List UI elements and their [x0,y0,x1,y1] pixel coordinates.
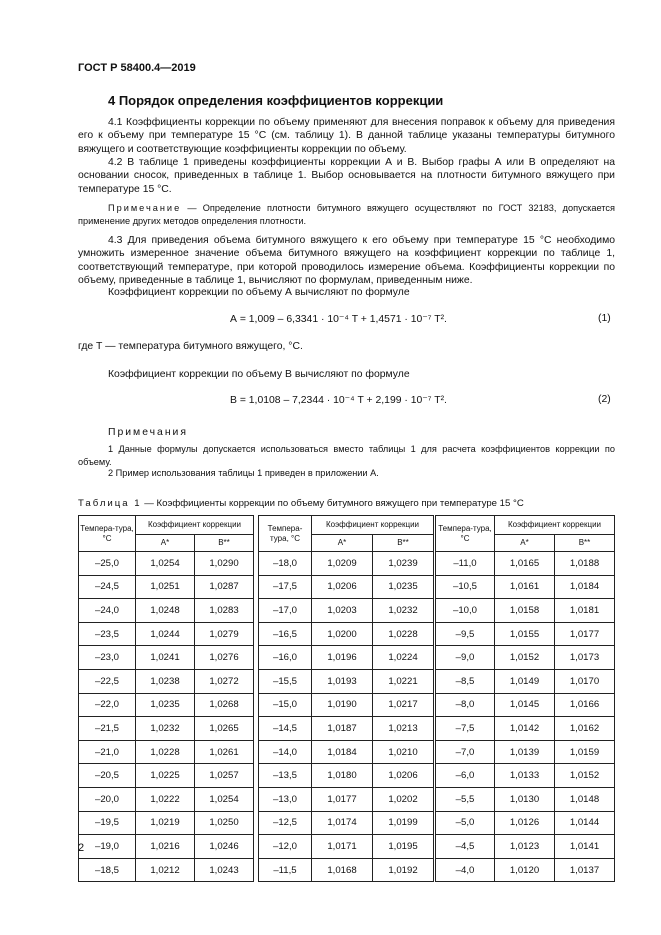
coef-a-intro: Коэффициент коррекции по объему А вычисляют по формуле [108,287,410,298]
temperature-cell: –15,0 [259,693,312,717]
coef-b-cell: 1,0265 [195,717,254,741]
coef-a-cell: 1,0130 [495,787,555,811]
coef-a-cell: 1,0180 [312,764,373,788]
coef-b-cell: 1,0162 [555,717,615,741]
table-row [259,669,434,693]
temperature-cell: –10,5 [436,575,495,599]
coef-a-cell: 1,0133 [495,764,555,788]
table-row [436,717,615,741]
col-header-b: В** [373,535,434,552]
temperature-cell: –11,0 [436,552,495,576]
table-row [79,835,254,859]
note-label: Примечание [108,203,182,213]
coef-b-cell: 1,0239 [373,552,434,576]
col-header-coefficient: Коэффициент коррекции [495,516,615,535]
coef-b-cell: 1,0159 [555,740,615,764]
coef-b-cell: 1,0152 [555,764,615,788]
table-row [436,622,615,646]
coef-a-cell: 1,0174 [312,811,373,835]
table-row [436,646,615,670]
coef-a-cell: 1,0244 [136,622,195,646]
temperature-cell: –11,5 [259,858,312,882]
table-row [79,575,254,599]
col-header-coefficient: Коэффициент коррекции [136,516,254,535]
note-1 [78,443,615,468]
note-text: 2 Пример использования таблицы 1 приведен в приложении А. [108,468,379,478]
temperature-cell: –18,0 [259,552,312,576]
coef-a-cell: 1,0187 [312,717,373,741]
coef-a-cell: 1,0241 [136,646,195,670]
paragraph-text: 4.2 В таблице 1 приведены коэффициенты коррекции А и В. Выбор графы А или В определяют на основании сносок, приведенных в таблице 1. Выбор основывается на плотности битумного вяжущего при температуре 15 °С. [78,157,615,195]
section-title: 4 Порядок определения коэффициентов коррекции [108,93,444,108]
coef-b-intro: Коэффициент коррекции по объему В вычисляют по формуле [108,369,410,380]
coef-a-cell: 1,0238 [136,669,195,693]
coef-a-cell: 1,0120 [495,858,555,882]
table-row [436,575,615,599]
coef-a-cell: 1,0193 [312,669,373,693]
coef-a-cell: 1,0168 [312,858,373,882]
table-row [79,811,254,835]
coef-b-cell: 1,0228 [373,622,434,646]
table-row [259,646,434,670]
coef-a-cell: 1,0142 [495,717,555,741]
table-block-1 [78,515,254,882]
paragraph-4-2 [78,156,615,196]
coef-a-cell: 1,0206 [312,575,373,599]
coef-b-cell: 1,0166 [555,693,615,717]
coef-a-cell: 1,0222 [136,787,195,811]
document-id: ГОСТ Р 58400.4—2019 [78,62,196,74]
table-block-2 [258,515,434,882]
temperature-cell: –20,5 [79,764,136,788]
table-block-3 [435,515,615,882]
table-row [436,835,615,859]
coef-a-cell: 1,0149 [495,669,555,693]
coef-b-cell: 1,0188 [555,552,615,576]
table-row [79,764,254,788]
formula-a-number: (1) [598,313,611,324]
temperature-cell: –12,0 [259,835,312,859]
coef-b-cell: 1,0235 [373,575,434,599]
coef-a-cell: 1,0145 [495,693,555,717]
coef-a-cell: 1,0212 [136,858,195,882]
table-row [436,669,615,693]
coef-b-cell: 1,0276 [195,646,254,670]
coef-b-cell: 1,0290 [195,552,254,576]
table-row [259,622,434,646]
paragraph-text: 4.3 Для приведения объема битумного вяжущего к его объему при температуре 15 °С необходимо умножить измеренное значение объема битумного вяжущего на коэффициент коррекции по таблице 1, соответствующий температуре, при которой проводилось измерение объема. Коэффициенты коррекции по объему, приведенные в таблице 1, вычисляют по формулам, приведенным ниже. [78,235,615,286]
coef-b-cell: 1,0202 [373,787,434,811]
table-row [79,740,254,764]
coef-b-cell: 1,0279 [195,622,254,646]
coef-a-cell: 1,0152 [495,646,555,670]
coef-b-cell: 1,0170 [555,669,615,693]
col-header-temperature: Темпера-тура, °С [79,516,136,552]
coef-b-cell: 1,0217 [373,693,434,717]
col-header-b: В** [555,535,615,552]
note-text: — Определение плотности битумного вяжущего осуществляют по ГОСТ 32183, допускается применение других методов определения плотности. [78,203,615,226]
coef-b-cell: 1,0232 [373,599,434,623]
table-row [259,740,434,764]
table-row [259,599,434,623]
table-caption-text: — Коэффициенты коррекции по объему битумного вяжущего при температуре 15 °С [141,498,524,509]
table-row [79,858,254,882]
coef-a-cell: 1,0228 [136,740,195,764]
coef-a-cell: 1,0184 [312,740,373,764]
temperature-cell: –5,0 [436,811,495,835]
temperature-cell: –21,0 [79,740,136,764]
coef-b-cell: 1,0210 [373,740,434,764]
table-row [259,717,434,741]
temperature-cell: –5,5 [436,787,495,811]
coef-b-cell: 1,0206 [373,764,434,788]
col-header-b: В** [195,535,254,552]
temperature-cell: –22,0 [79,693,136,717]
coef-a-cell: 1,0161 [495,575,555,599]
table-row [79,552,254,576]
temperature-cell: –9,0 [436,646,495,670]
temperature-cell: –7,5 [436,717,495,741]
temperature-cell: –8,0 [436,693,495,717]
page-number: 2 [78,842,85,854]
coef-a-cell: 1,0123 [495,835,555,859]
table-row [436,552,615,576]
col-header-temperature: Темпера-тура, °С [436,516,495,552]
coef-a-cell: 1,0139 [495,740,555,764]
coef-a-cell: 1,0251 [136,575,195,599]
paragraph-text: 4.1 Коэффициенты коррекции по объему применяют для внесения поправок к объему для приведения его к объему при температуре 15 °С (см. таблицу 1). В данной таблице указаны температуры битумного вяжущего и соответствующие коэффициенты коррекции по объему. [78,117,615,155]
coef-b-cell: 1,0257 [195,764,254,788]
coef-b-cell: 1,0148 [555,787,615,811]
coef-b-cell: 1,0261 [195,740,254,764]
coef-b-cell: 1,0192 [373,858,434,882]
temperature-cell: –24,5 [79,575,136,599]
coef-a-cell: 1,0216 [136,835,195,859]
table-row [79,599,254,623]
coef-b-cell: 1,0184 [555,575,615,599]
table-row [79,693,254,717]
formula-b-number: (2) [598,394,611,405]
coef-b-cell: 1,0173 [555,646,615,670]
coef-a-cell: 1,0225 [136,764,195,788]
coef-b-cell: 1,0213 [373,717,434,741]
coef-b-cell: 1,0283 [195,599,254,623]
coef-b-cell: 1,0137 [555,858,615,882]
table-row [259,858,434,882]
coef-a-cell: 1,0155 [495,622,555,646]
table-row [79,646,254,670]
temperature-cell: –17,5 [259,575,312,599]
coef-a-cell: 1,0177 [312,787,373,811]
table-row [436,693,615,717]
note-2 [78,467,615,480]
coef-a-cell: 1,0254 [136,552,195,576]
temperature-cell: –6,0 [436,764,495,788]
where-t: где T — температура битумного вяжущего, °С. [78,341,303,352]
coef-b-cell: 1,0268 [195,693,254,717]
temperature-cell: –24,0 [79,599,136,623]
temperature-cell: –19,5 [79,811,136,835]
coef-b-cell: 1,0181 [555,599,615,623]
temperature-cell: –4,0 [436,858,495,882]
table-row [436,599,615,623]
coef-a-cell: 1,0190 [312,693,373,717]
col-header-coefficient: Коэффициент коррекции [312,516,434,535]
temperature-cell: –10,0 [436,599,495,623]
coef-b-cell: 1,0250 [195,811,254,835]
table-row [259,811,434,835]
table-row [436,764,615,788]
table-row [79,787,254,811]
coef-a-cell: 1,0126 [495,811,555,835]
temperature-cell: –19,0 [79,835,136,859]
temperature-cell: –14,5 [259,717,312,741]
temperature-cell: –15,5 [259,669,312,693]
table-row [436,858,615,882]
coef-b-cell: 1,0254 [195,787,254,811]
coef-a-cell: 1,0232 [136,717,195,741]
coef-b-cell: 1,0195 [373,835,434,859]
table-row [436,787,615,811]
paragraph-4-1 [78,116,615,156]
coef-b-cell: 1,0224 [373,646,434,670]
coef-a-cell: 1,0219 [136,811,195,835]
coef-b-cell: 1,0144 [555,811,615,835]
temperature-cell: –22,5 [79,669,136,693]
temperature-cell: –13,5 [259,764,312,788]
table-caption-label: Таблица 1 [78,498,142,509]
table-row [436,811,615,835]
coef-b-cell: 1,0243 [195,858,254,882]
coef-a-cell: 1,0235 [136,693,195,717]
col-header-a: А* [136,535,195,552]
coef-b-cell: 1,0246 [195,835,254,859]
table-row [79,669,254,693]
col-header-a: А* [312,535,373,552]
temperature-cell: –8,5 [436,669,495,693]
temperature-cell: –23,5 [79,622,136,646]
temperature-cell: –20,0 [79,787,136,811]
coef-a-cell: 1,0158 [495,599,555,623]
paragraph-4-3 [78,234,615,287]
temperature-cell: –25,0 [79,552,136,576]
table-caption [78,498,524,509]
temperature-cell: –16,0 [259,646,312,670]
temperature-cell: –7,0 [436,740,495,764]
temperature-cell: –12,5 [259,811,312,835]
formula-a: А = 1,009 – 6,3341 · 10⁻⁴ T + 1,4571 · 10⁻⁷ T². [230,314,447,325]
coef-a-cell: 1,0209 [312,552,373,576]
coef-b-cell: 1,0221 [373,669,434,693]
col-header-a: А* [495,535,555,552]
coef-a-cell: 1,0165 [495,552,555,576]
table-row [79,717,254,741]
temperature-cell: –16,5 [259,622,312,646]
formula-b: В = 1,0108 – 7,2344 · 10⁻⁴ T + 2,199 · 10⁻⁷ T². [230,395,447,406]
coef-b-cell: 1,0177 [555,622,615,646]
note-density [78,202,615,227]
notes-label: Примечания [108,427,188,438]
coef-a-cell: 1,0248 [136,599,195,623]
table-row [259,787,434,811]
col-header-temperature: Темпера-тура, °С [259,516,312,552]
coef-b-cell: 1,0272 [195,669,254,693]
table-row [436,740,615,764]
coef-b-cell: 1,0287 [195,575,254,599]
temperature-cell: –21,5 [79,717,136,741]
coef-a-cell: 1,0171 [312,835,373,859]
temperature-cell: –9,5 [436,622,495,646]
note-text: 1 Данные формулы допускается использоваться вместо таблицы 1 для расчета коэффициентов коррекции по объему. [78,444,615,467]
table-row [259,764,434,788]
table-row [259,835,434,859]
coef-b-cell: 1,0199 [373,811,434,835]
temperature-cell: –18,5 [79,858,136,882]
coef-b-cell: 1,0141 [555,835,615,859]
temperature-cell: –17,0 [259,599,312,623]
table-row [259,552,434,576]
coef-a-cell: 1,0200 [312,622,373,646]
temperature-cell: –13,0 [259,787,312,811]
coef-a-cell: 1,0196 [312,646,373,670]
coef-a-cell: 1,0203 [312,599,373,623]
temperature-cell: –4,5 [436,835,495,859]
temperature-cell: –23,0 [79,646,136,670]
table-row [79,622,254,646]
table-row [259,575,434,599]
table-row [259,693,434,717]
temperature-cell: –14,0 [259,740,312,764]
